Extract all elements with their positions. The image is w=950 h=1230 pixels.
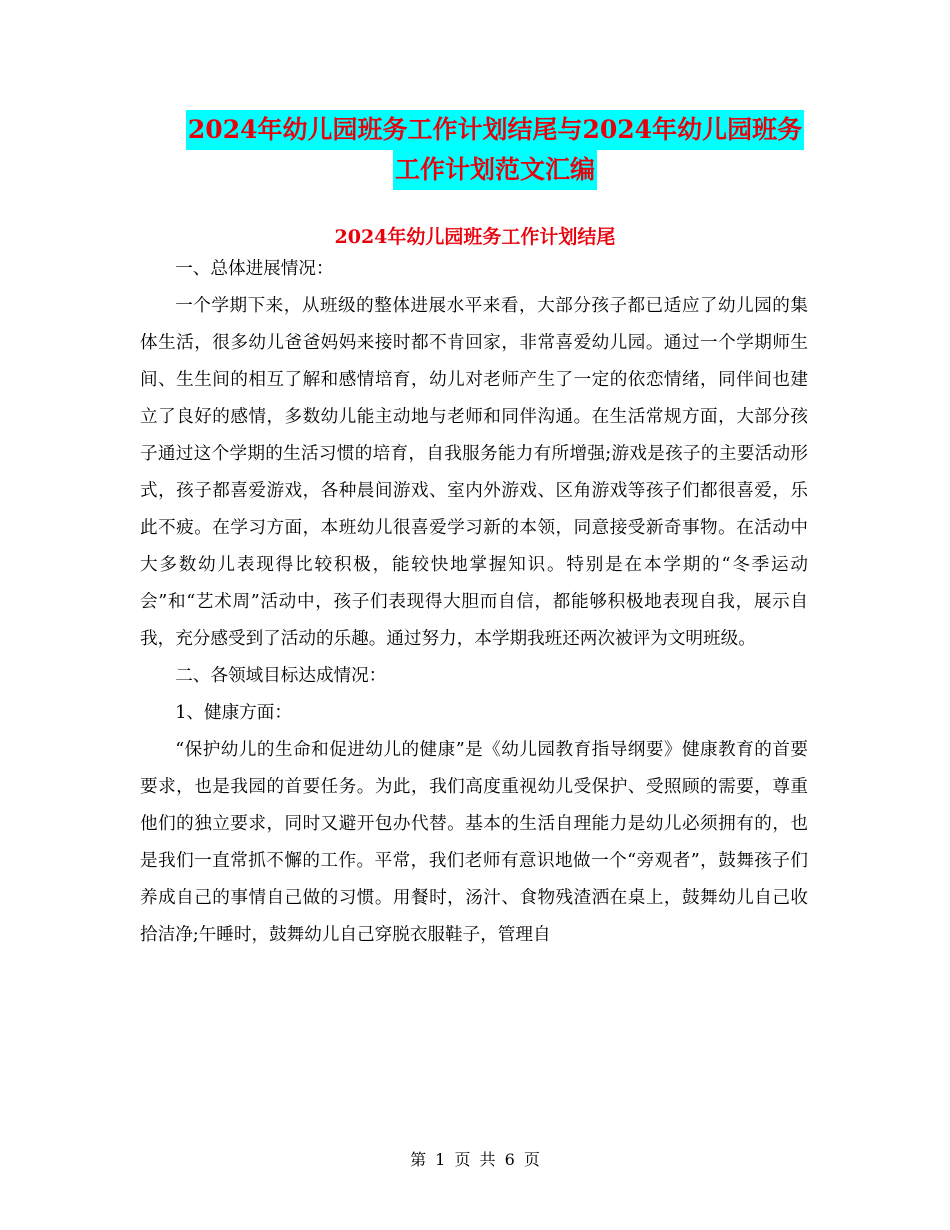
- title-line-1: 2024年幼儿园班务工作计划结尾与2024年幼儿园班务: [186, 110, 804, 150]
- document-title: [140, 110, 850, 190]
- heading-overall-progress: 一、总体进展情况：: [175, 259, 334, 279]
- heading-health: 1、健康方面：: [175, 703, 292, 723]
- paragraph-overall-progress: 一个学期下来，从班级的整体进展水平来看，大部分孩子都已适应了幼儿园的集体生活，很多幼儿爸爸妈妈来接时都不肯回家，非常喜爱幼儿园。通过一个学期师生间、生生间的相互了解和感情培育，幼儿对老师产生了一定的依恋情绪，同伴间也建立了良好的感情，多数幼儿能主动地与老师和同伴沟通。在生活常规方面，大部分孩子通过这个学期的生活习惯的培育，自我服务能力有所增强;游戏是孩子的主要活动形式，孩子都喜爱游戏，各种晨间游戏、室内外游戏、区角游戏等孩子们都很喜爱，乐此不疲。在学习方面，本班幼儿很喜爱学习新的本领，同意接受新奇事物。在活动中大多数幼儿表现得比较积极，能较快地掌握知识。特别是在本学期的“冬季运动会”和“艺术周”活动中，孩子们表现得大胆而自信，都能够积极地表现自我，展示自我，充分感受到了活动的乐趣。通过努力，本学期我班还两次被评为文明班级。: [140, 296, 808, 649]
- section-subtitle: 2024年幼儿园班务工作计划结尾: [334, 226, 616, 248]
- page-footer: 第 1 页 共 6 页: [410, 1150, 540, 1169]
- paragraph-health: “保护幼儿的生命和促进幼儿的健康”是《幼儿园教育指导纲要》健康教育的首要要求，也是我园的首要任务。为此，我们高度重视幼儿受保护、受照顾的需要，尊重他们的独立要求，同时又避开包办代替。基本的生活自理能力是幼儿必须拥有的，也是我们一直常抓不懈的工作。平常，我们老师有意识地做一个“旁观者”，鼓舞孩子们养成自己的事情自己做的习惯。用餐时，汤汁、食物残渣洒在桌上，鼓舞幼儿自己收拾洁净;午睡时，鼓舞幼儿自己穿脱衣服鞋子，管理自: [140, 740, 808, 945]
- heading-domain-goals: 二、各领域目标达成情况：: [175, 666, 387, 686]
- title-line-2: 工作计划范文汇编: [393, 150, 597, 190]
- body-text: [140, 251, 808, 954]
